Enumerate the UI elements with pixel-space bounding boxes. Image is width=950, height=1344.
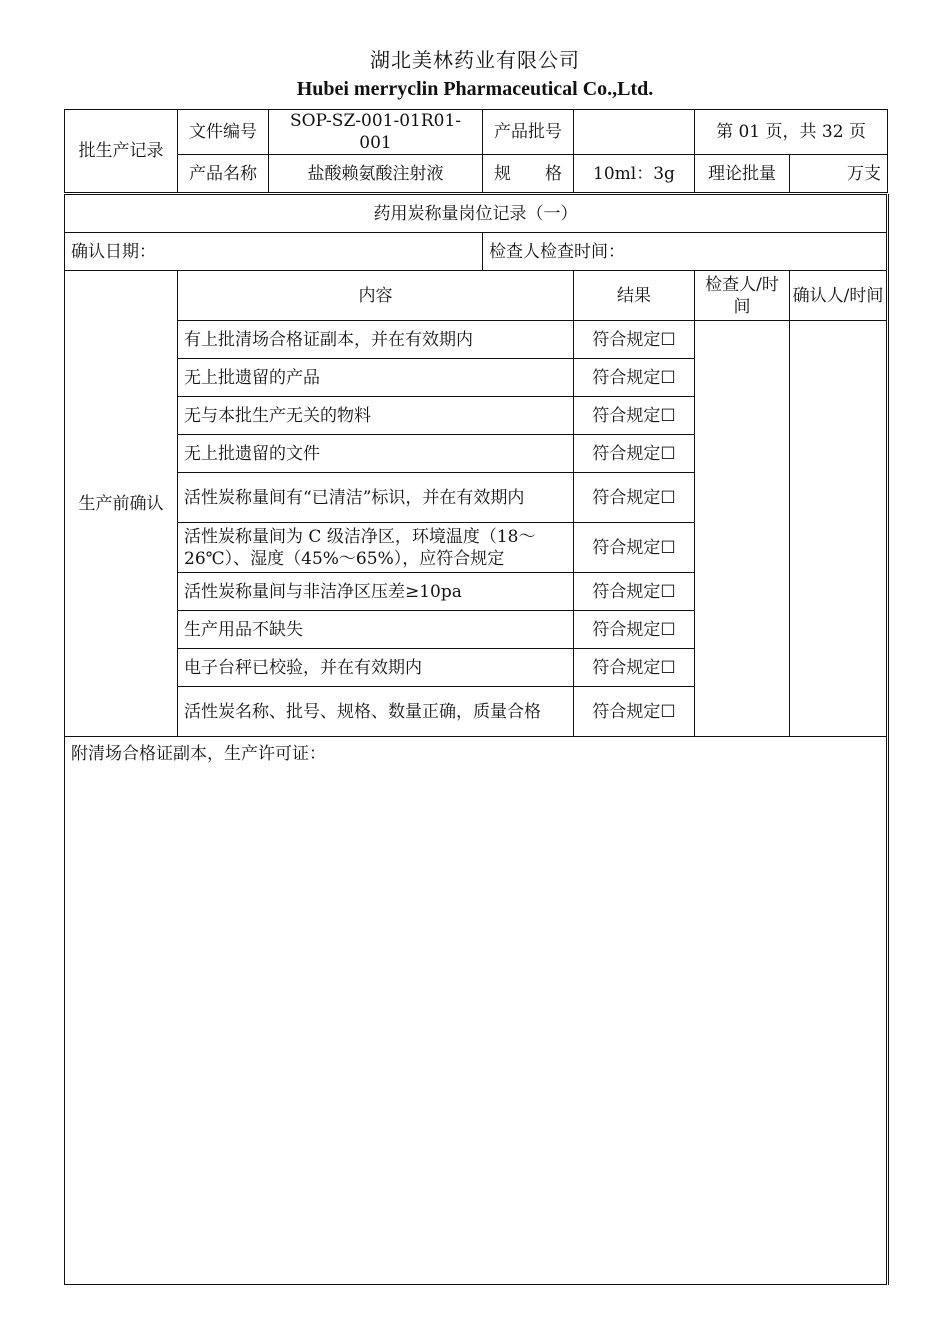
check-item-result[interactable]: 符合规定☐	[574, 573, 695, 611]
spec-label: 规 格	[483, 155, 574, 193]
check-item-result[interactable]: 符合规定☐	[574, 687, 695, 737]
check-item-content: 活性炭称量间与非洁净区压差≥10pa	[178, 573, 574, 611]
section-label: 生产前确认	[65, 271, 178, 737]
theory-batch-label: 理论批量	[695, 155, 790, 193]
check-item-result[interactable]: 符合规定☐	[574, 321, 695, 359]
check-item-result[interactable]: 符合规定☐	[574, 397, 695, 435]
doc-no-value: SOP-SZ-001-01R01-001	[269, 110, 483, 155]
record-type-cell: 批生产记录	[65, 110, 178, 193]
company-name-cn: 湖北美林药业有限公司	[370, 48, 580, 72]
check-item-result[interactable]: 符合规定☐	[574, 473, 695, 523]
check-item-content: 活性炭称量间为 C 级洁净区，环境温度（18～26℃）、湿度（45%～65%），应符合规定	[178, 523, 574, 573]
company-name-en: Hubei merryclin Pharmaceutical Co.,Ltd.	[296, 78, 654, 100]
batch-no-value	[574, 110, 695, 155]
inspector-signature-cell[interactable]	[695, 321, 790, 737]
spec-value: 10ml：3g	[574, 155, 695, 193]
check-item-result[interactable]: 符合规定☐	[574, 649, 695, 687]
check-item-result[interactable]: 符合规定☐	[574, 359, 695, 397]
check-item-content: 有上批清场合格证副本，并在有效期内	[178, 321, 574, 359]
record-title: 药用炭称量岗位记录（一）	[65, 195, 888, 233]
product-name-value: 盐酸赖氨酸注射液	[269, 155, 483, 193]
check-item-content: 活性炭称量间有“已清洁”标识，并在有效期内	[178, 473, 574, 523]
attachment-area[interactable]: 附清场合格证副本，生产许可证：	[65, 737, 888, 1285]
check-item-content: 电子台秤已校验，并在有效期内	[178, 649, 574, 687]
check-item-content: 无上批遗留的产品	[178, 359, 574, 397]
record-table	[64, 194, 889, 1285]
check-item-content: 无上批遗留的文件	[178, 435, 574, 473]
check-item-result[interactable]: 符合规定☐	[574, 435, 695, 473]
col-confirmer-header: 确认人/时间	[790, 271, 888, 321]
confirmer-signature-cell[interactable]	[790, 321, 888, 737]
batch-no-label: 产品批号	[483, 110, 574, 155]
doc-no-label: 文件编号	[178, 110, 269, 155]
col-result-header: 结果	[574, 271, 695, 321]
product-name-label: 产品名称	[178, 155, 269, 193]
col-inspector-header: 检查人/时间	[695, 271, 790, 321]
theory-batch-value: 万支	[790, 155, 888, 193]
page-info: 第 01 页，共 32 页	[695, 110, 888, 155]
check-item-result[interactable]: 符合规定☐	[574, 523, 695, 573]
inspector-time-label: 检查人检查时间：	[483, 233, 888, 271]
confirm-date-label: 确认日期：	[65, 233, 483, 271]
check-item-content: 生产用品不缺失	[178, 611, 574, 649]
check-item-result[interactable]: 符合规定☐	[574, 611, 695, 649]
check-item-content: 无与本批生产无关的物料	[178, 397, 574, 435]
header-table	[64, 109, 888, 193]
check-item-content: 活性炭名称、批号、规格、数量正确，质量合格	[178, 687, 574, 737]
col-content-header: 内容	[178, 271, 574, 321]
